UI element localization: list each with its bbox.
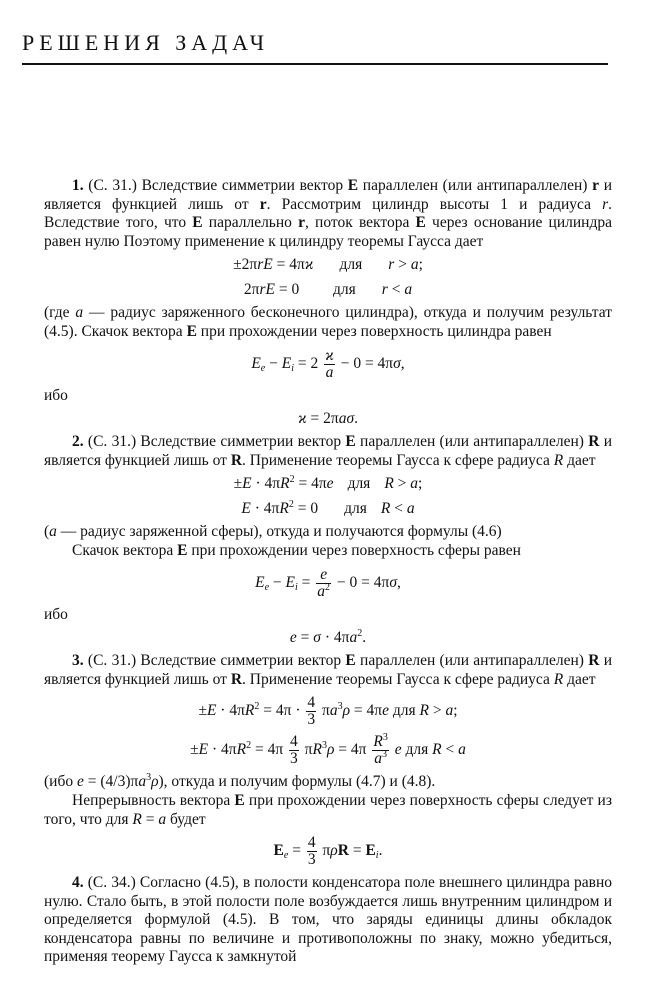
solution-2: 2. (С. 31.) Вследствие симметрии вектор E параллелен (или антипараллелен) R и является функцией лишь от R. Применение теоремы Гаусса к сфере радиуса R дает xyxy=(44,433,612,469)
solutions-body xyxy=(44,177,612,967)
equation: $E \cdot 4\pi R^2 = 0$ для R < a xyxy=(241,499,415,518)
equation: $E_e - E_i = 2$ $\frac{ϰ}{a}$ − 0 = 4πσ, xyxy=(251,346,405,381)
equation: $\pm E \cdot 4\pi R^2 = 4\pi e$ для R > a; xyxy=(233,474,423,493)
equation: $E_e$ = $\frac{4}{3}$ $\pi\rho R = E_i$. xyxy=(273,834,383,869)
paragraph: ибо xyxy=(44,386,68,404)
paragraph: (где a — радиус заряженного бесконечного цилиндра), откуда и получим результат (4.5). Скачок вектора E при прохождении через поверхность цилиндра равен xyxy=(44,304,612,340)
paragraph: ибо xyxy=(44,605,68,623)
running-header: РЕШЕНИЯ ЗАДАЧ xyxy=(22,30,270,55)
solution-4 xyxy=(44,874,612,967)
equation: ϰ = 2πaσ. xyxy=(297,410,359,428)
solution-1: 1. (С. 31.) Вследствие симметрии вектор E параллелен (или антипараллелен) r и является функцией лишь от r. Рассмотрим цилиндр высоты 1 и радиуса r. Вследствие того, что E параллельно r, поток вектора E через основание цилиндра равен нулю Поэтому применение к цилиндру теоремы Гаусса дает xyxy=(44,177,612,250)
problem-number: 3. xyxy=(72,652,84,670)
equation: $\pm E \cdot 4\pi R^2 = 4\pi$ $\frac{4}{3}$ $\pi R^3\rho = 4\pi$ $\frac{R^3}{a^3}$ e для R < a xyxy=(190,732,466,768)
problem-number: 4. xyxy=(72,874,84,892)
equation: 2πrE = 0 для r < a xyxy=(243,281,413,299)
equation: $\pm E \cdot 4\pi R^2 = 4\pi$ · $\frac{4}{3}$ $\pi a^3\rho = 4\pi e$ для R > a; xyxy=(198,694,458,729)
paragraph: Непрерывность вектора E при прохождении через поверхность сферы следует из того, что для R = a будет xyxy=(44,791,612,828)
paragraph: (a — радиус заряженной сферы), откуда и получаются формулы (4.6) xyxy=(44,523,502,541)
problem-number: 1. xyxy=(72,177,84,194)
equation: $e = \sigma \cdot 4\pi a^2$. xyxy=(289,628,367,647)
paragraph: (ибо $e = (4/3)\pi a^3\rho$), откуда и получим формулы (4.7) и (4.8). xyxy=(44,772,436,791)
equation: ±2πrE = 4πϰ для r > a; xyxy=(233,256,423,274)
paragraph-text: (С. 34.) Согласно (4.5), в полости конденсатора поле внешнего цилиндра равно нулю. Стало быть, в этой полости поле возбуждается лишь внутренним цилиндром и определяется формулой (4.5). В том, что заряды единицы длины обкладок конденсатора равны по величине и противоположны по знаку, можно убедиться, применяя теорему Гаусса к замкнутой xyxy=(44,874,612,966)
solution-3: 3. (С. 31.) Вследствие симметрии вектор E параллелен (или антипараллелен) R и является функцией лишь от R. Применение теоремы Гаусса к сфере радиуса R дает xyxy=(44,652,612,688)
equation: $E_e - E_i$ = $\frac{e}{a^2}$ − 0 = 4πσ, xyxy=(255,565,401,600)
paragraph: Скачок вектора E при прохождении через поверхность сферы равен xyxy=(72,541,521,559)
header-rule xyxy=(22,63,608,65)
problem-number: 2. xyxy=(72,433,84,451)
